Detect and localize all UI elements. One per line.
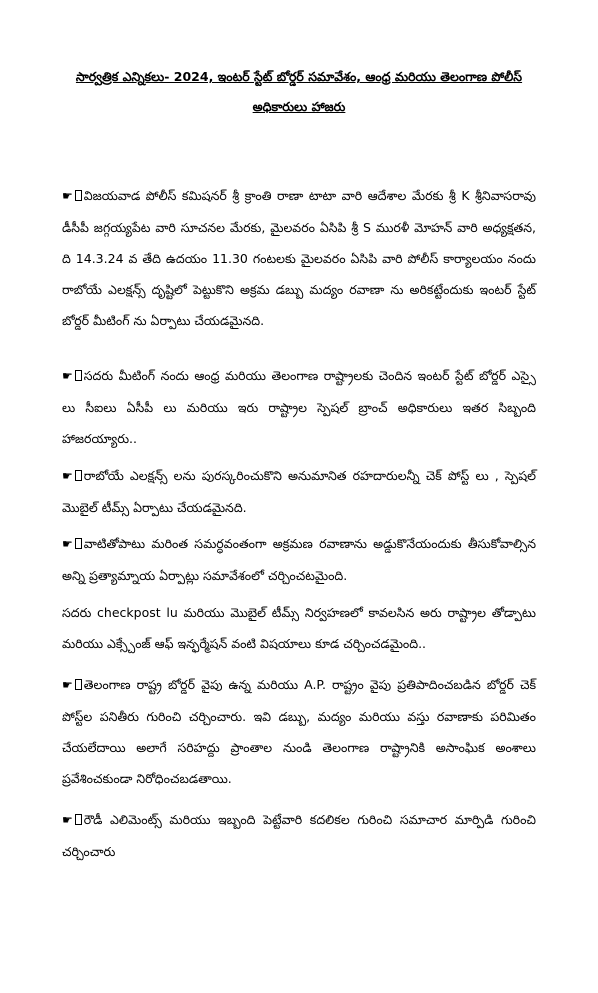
paragraph-7 (62, 804, 536, 867)
missing-glyph-icon (75, 538, 82, 549)
paragraph-text: విజయవాడ పోలీస్ కమిషనర్ శ్రీ క్రాంతి రాణా టాటా వారి ఆదేశాల మేరకు శ్రీ K శ్రీనివాసరావు డీసీపీ జగ్గయ్యపేట వారి సూచనల మేరకు, మైలవరం ఏసిపి శ్రీ S మురళీ మోహన్ వారి అధ్యక్షతన, ది 14.3.24 వ తేది ఉదయం 11.30 గంటలకు మైలవరం ఏసిపి వారి పోలీస్ కార్యాలయం నందు రాబోయే ఎలక్షన్స్ దృష్టిలో పెట్టుకొని అక్రమ డబ్బు మద్యం రవాణా ను అరికట్టేందుకు ఇంటర్ స్టేట్ బోర్డర్ మీటింగ్ ను ఏర్పాటు చేయడమైనది. (62, 188, 536, 328)
paragraph-text: వాటితోపాటు మరింత సమర్ధవంతంగా అక్రమణ రవాణాను అడ్డుకొనేయందుకు తీసుకోవాల్సిన అన్ని ప్రత్యామ్నాయ ఏర్పాట్లు సమావేశంలో చర్చించటమైంది. (62, 536, 536, 583)
pointing-hand-icon: ☛ (62, 189, 73, 203)
pointing-hand-icon: ☛ (62, 469, 73, 483)
missing-glyph-icon (75, 679, 82, 690)
paragraph-5 (62, 597, 536, 659)
missing-glyph-icon (75, 470, 82, 481)
paragraph-text: రాబోయే ఎలక్షన్స్ లను పురస్కరించుకొని అనుమానిత రహదారులన్నీ చెక్ పోస్ట్ లు , స్పెషల్ మొబైల్ టీమ్స్ ఏర్పాటు చేయడమైనది. (62, 468, 536, 515)
document-title: సార్వత్రిక ఎన్నికలు- 2024, ఇంటర్ స్టేట్ బోర్డర్ సమావేశం, ఆంధ్ర మరియు తెలంగాణ పోలీస్ అధికారులు హాజరు (75, 69, 523, 114)
paragraph-3 (62, 460, 536, 523)
paragraph-text: రౌడీ ఎలిమెంట్స్ మరియు ఇబ్బంది పెట్టేవారి కదలికల గురించి సమాచార మార్పిడి గురించి చర్చించారు (62, 812, 536, 859)
missing-glyph-icon (75, 814, 82, 825)
paragraph-4 (62, 528, 536, 591)
pointing-hand-icon: ☛ (62, 813, 73, 827)
paragraph-text: సదరు మీటింగ్ నందు ఆంధ్ర మరియు తెలంగాణ రాష్ట్రాలకు చెందిన ఇంటర్ స్టేట్ బోర్డర్ ఎస్సై లు సీఐలు ఏసీపీ లు మరియు ఇరు రాష్ట్రాల స్పెషల్ బ్రాంచ్ అధికారులు ఇతర సిబ్బంది హాజరయ్యారు.. (62, 368, 536, 446)
paragraph-6 (62, 669, 536, 794)
paragraph-text: తెలంగాణ రాష్ట్ర బోర్డర్ వైపు ఉన్న మరియు A.P. రాష్ట్రం వైపు ప్రతిపాదించబడిన బోర్డర్ చెక్ పోస్ట్‌ల పనితీరు గురించి చర్చించారు. ఇవి డబ్బు, మద్యం మరియు వస్తు రవాణాకు పరిమితం చేయలేదాయి అలాగే సరిహద్దు ప్రాంతాల నుండి తెలంగాణ రాష్ట్రానికి అసాంఘిక అంశాలు ప్రవేశించకుండా నిరోధించబడతాయి. (62, 677, 536, 786)
missing-glyph-icon (75, 370, 82, 381)
missing-glyph-icon (75, 190, 82, 201)
paragraph-2 (62, 360, 536, 454)
paragraph-1 (62, 180, 536, 336)
pointing-hand-icon: ☛ (62, 369, 73, 383)
paragraph-text: సదరు checkpost lu మరియు మొబైల్ టీమ్స్ నిర్వహణలో కావలసిన అరు రాష్ట్రాల తోడ్పాటు మరియు ఎక్స్చేంజ్ ఆఫ్ ఇన్ఫర్మేషన్ వంటి విషయాలు కూడ చర్చించడమైంది.. (62, 605, 536, 651)
pointing-hand-icon: ☛ (62, 537, 73, 551)
pointing-hand-icon: ☛ (62, 678, 73, 692)
